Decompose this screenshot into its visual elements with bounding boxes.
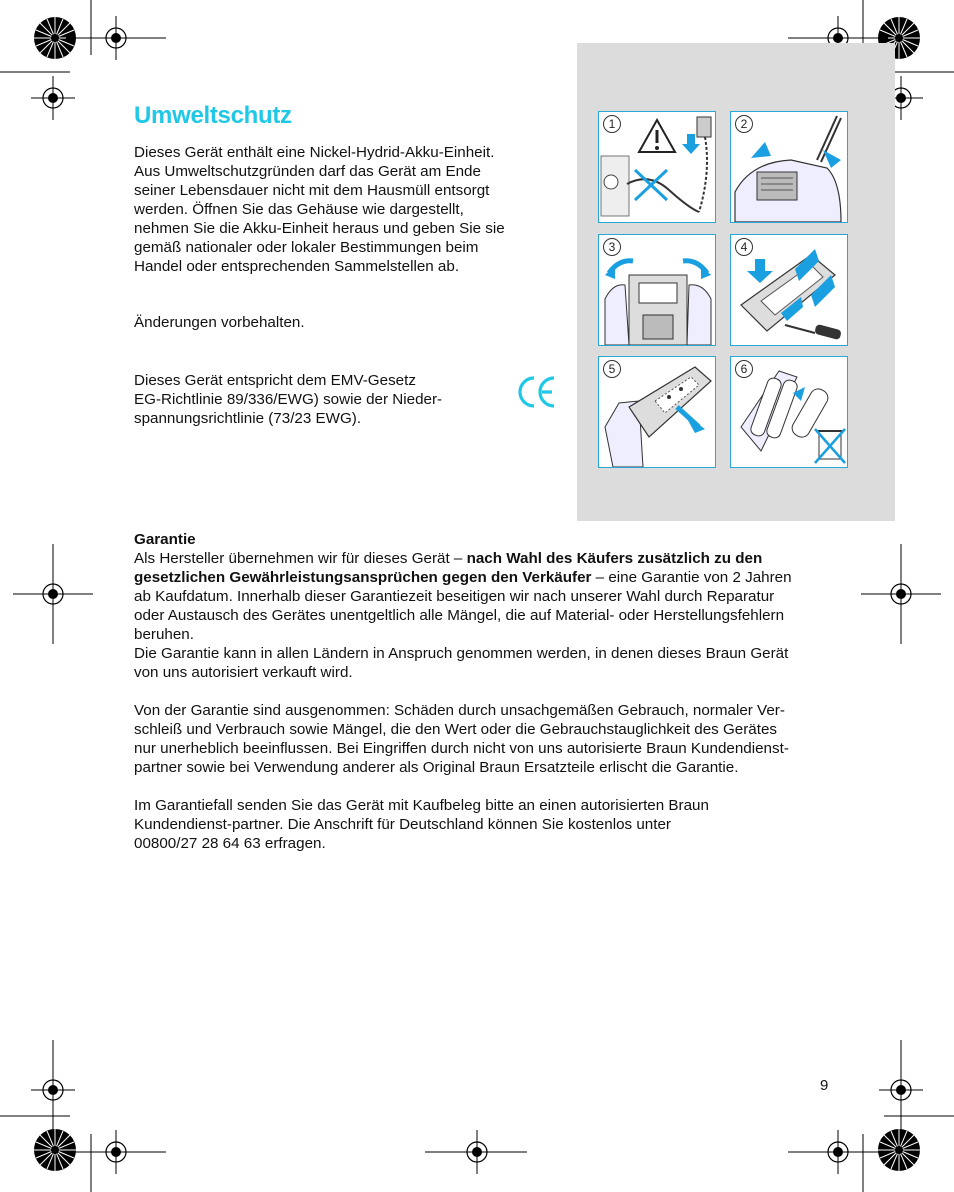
guarantee-section — [134, 530, 844, 853]
figure-4 — [730, 234, 848, 346]
text-run: Als Hersteller übernehmen wir für dieses Gerät – — [134, 550, 467, 567]
page-title: Umweltschutz — [134, 102, 292, 129]
text-line: seiner Lebensdauer nicht mit dem Hausmüll entsorgt — [134, 182, 490, 199]
text-line: oder Austausch des Gerätes unentgeltlich alle Mängel, die auf Material- oder Herstellungsfehlern — [134, 607, 785, 624]
figure-number: 3 — [603, 238, 621, 256]
ce-mark-icon — [514, 372, 558, 412]
text-line: partner sowie bei Verwendung anderer als Original Braun Ersatzteile erlischt die Garantie. — [134, 759, 739, 776]
environment-paragraph — [134, 143, 554, 276]
text-line: Änderungen vorbehalten. — [134, 314, 305, 331]
figure-number: 6 — [735, 360, 753, 378]
text-line: Die Garantie kann in allen Ländern in Anspruch genommen werden, in denen dieses Braun Gerät — [134, 645, 789, 662]
text-run: nach Wahl des Käufers zusätzlich zu den — [466, 550, 763, 567]
text-line: EG-Richtlinie 89/336/EWG) sowie der Nieder- — [134, 391, 443, 408]
text-line: Dieses Gerät entspricht dem EMV-Gesetz — [134, 372, 416, 389]
text-line: Aus Umweltschutzgründen darf das Gerät am Ende — [134, 163, 481, 180]
emv-paragraph — [134, 371, 494, 428]
figure-number: 2 — [735, 115, 753, 133]
text-line: Im Garantiefall senden Sie das Gerät mit Kaufbeleg bitte an einen autorisierten Braun — [134, 797, 709, 814]
figure-1 — [598, 111, 716, 223]
figure-2 — [730, 111, 848, 223]
text-line: spannungsrichtlinie (73/23 EWG). — [134, 410, 362, 427]
text-line: Von der Garantie sind ausgenommen: Schäden durch unsachgemäßen Gebrauch, normaler Ver- — [134, 702, 785, 719]
text-line: Handel oder entsprechenden Sammelstellen ab. — [134, 258, 460, 275]
text-line: 00800/27 28 64 63 erfragen. — [134, 835, 326, 852]
text-line: Kundendienst-partner. Die Anschrift für Deutschland können Sie kostenlos unter — [134, 816, 671, 833]
figure-number: 5 — [603, 360, 621, 378]
changes-note — [134, 313, 554, 332]
figure-number: 4 — [735, 238, 753, 256]
text-line: gemäß nationaler oder lokaler Bestimmungen beim — [134, 239, 479, 256]
figure-5 — [598, 356, 716, 468]
figure-number: 1 — [603, 115, 621, 133]
text-line: Dieses Gerät enthält eine Nickel-Hydrid-Akku-Einheit. — [134, 144, 495, 161]
text-line: nehmen Sie die Akku-Einheit heraus und geben Sie sie — [134, 220, 505, 237]
text-line — [134, 568, 844, 587]
text-run: – eine Garantie von 2 Jahren — [591, 569, 792, 586]
text-line: von uns autorisiert verkauft wird. — [134, 664, 353, 681]
page-number: 9 — [820, 1077, 829, 1094]
text-line — [134, 549, 844, 568]
text-line: nur unerheblich beeinflussen. Bei Eingriffen durch nicht von uns autorisierte Braun Kundendienst- — [134, 740, 789, 757]
text-line: beruhen. — [134, 626, 194, 643]
text-line: schleiß und Verbrauch sowie Mängel, die den Wert oder die Gebrauchstauglichkeit des Gerätes — [134, 721, 778, 738]
text-line: ab Kaufdatum. Innerhalb dieser Garantiezeit beseitigen wir nach unserer Wahl durch Reparatur — [134, 588, 775, 605]
text-line: werden. Öffnen Sie das Gehäuse wie dargestellt, — [134, 201, 464, 218]
guarantee-heading: Garantie — [134, 531, 196, 548]
figure-3 — [598, 234, 716, 346]
text-run: gesetzlichen Gewährleistungsansprüchen gegen den Verkäufer — [134, 569, 592, 586]
figure-6 — [730, 356, 848, 468]
